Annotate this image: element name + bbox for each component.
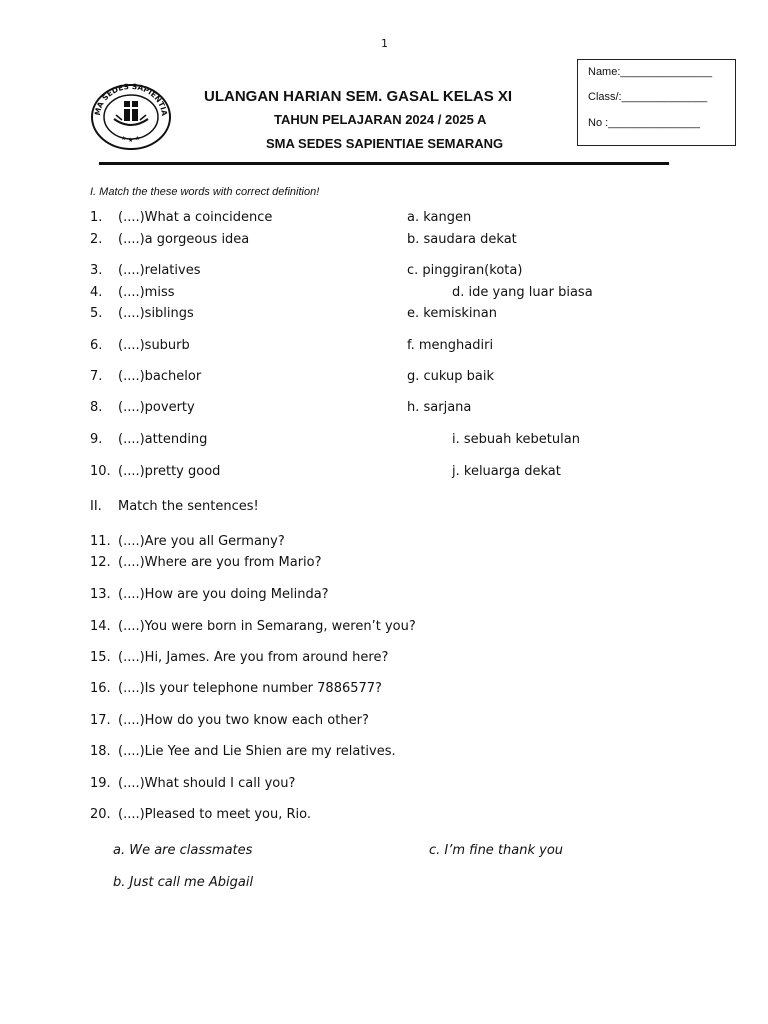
question-item: 6. (....)suburb	[90, 338, 190, 353]
answer-option: a. kangen	[407, 210, 472, 225]
page-number: 1	[381, 37, 388, 50]
answer-option: i. sebuah kebetulan	[452, 432, 580, 447]
class-field[interactable]: Class/:______________	[588, 91, 708, 103]
section-2-heading: II. Match the sentences!	[90, 499, 259, 514]
school-logo	[90, 83, 172, 151]
answer-option: d. ide yang luar biasa	[452, 285, 593, 300]
question-item: 7. (....)bachelor	[90, 369, 202, 384]
sentence-option: b. Just call me Abigail	[113, 875, 254, 890]
answer-option: h. sarjana	[407, 400, 472, 415]
answer-option: j. keluarga dekat	[452, 464, 561, 479]
question-item: 9. (....)attending	[90, 432, 208, 447]
question-item: 19. (....)What should I call you?	[90, 776, 296, 791]
question-item: 18. (....)Lie Yee and Lie Shien are my relatives.	[90, 744, 396, 759]
answer-option: f. menghadiri	[407, 338, 494, 353]
school-name: SMA SEDES SAPIENTIAE SEMARANG	[266, 136, 504, 151]
header-divider	[99, 162, 669, 165]
question-item: 12. (....)Where are you from Mario?	[90, 555, 322, 570]
question-item: 4. (....)miss	[90, 285, 175, 300]
question-item: 14. (....)You were born in Semarang, weren’t you?	[90, 619, 416, 634]
question-item: 20. (....)Pleased to meet you, Rio.	[90, 807, 311, 822]
student-info-box	[577, 59, 736, 146]
question-item: 2. (....)a gorgeous idea	[90, 232, 250, 247]
question-item: 10. (....)pretty good	[90, 464, 221, 479]
svg-text:★: ★	[135, 135, 141, 142]
question-item: 17. (....)How do you two know each other?	[90, 713, 369, 728]
answer-option: g. cukup baik	[407, 369, 495, 384]
question-item: 15. (....)Hi, James. Are you from around here?	[90, 650, 389, 665]
exam-title: ULANGAN HARIAN SEM. GASAL KELAS XI	[204, 88, 513, 105]
answer-option: e. kemiskinan	[407, 306, 497, 321]
answer-option: b. saudara dekat	[407, 232, 517, 247]
number-field[interactable]: No :_______________	[588, 117, 700, 129]
sentence-option: c. I’m fine thank you	[429, 843, 564, 858]
logo-ring-text: MA SEDES SAPIENTIA	[92, 83, 170, 117]
question-item: 5. (....)siblings	[90, 306, 194, 321]
question-item: 8. (....)poverty	[90, 400, 195, 415]
academic-year: TAHUN PELAJARAN 2024 / 2025 A	[274, 112, 487, 127]
question-item: 3. (....)relatives	[90, 263, 201, 278]
question-item: 11. (....)Are you all Germany?	[90, 534, 285, 549]
name-field[interactable]: Name:_______________	[588, 66, 713, 78]
question-item: 13. (....)How are you doing Melinda?	[90, 587, 329, 602]
svg-text:★: ★	[121, 135, 127, 142]
answer-option: c. pinggiran(kota)	[407, 263, 523, 278]
section-1-instruction: I. Match the these words with correct definition!	[90, 186, 320, 198]
question-item: 1. (....)What a coincidence	[90, 210, 273, 225]
sentence-option: a. We are classmates	[113, 843, 253, 858]
svg-text:★: ★	[128, 137, 134, 144]
question-item: 16. (....)Is your telephone number 7886577?	[90, 681, 382, 696]
